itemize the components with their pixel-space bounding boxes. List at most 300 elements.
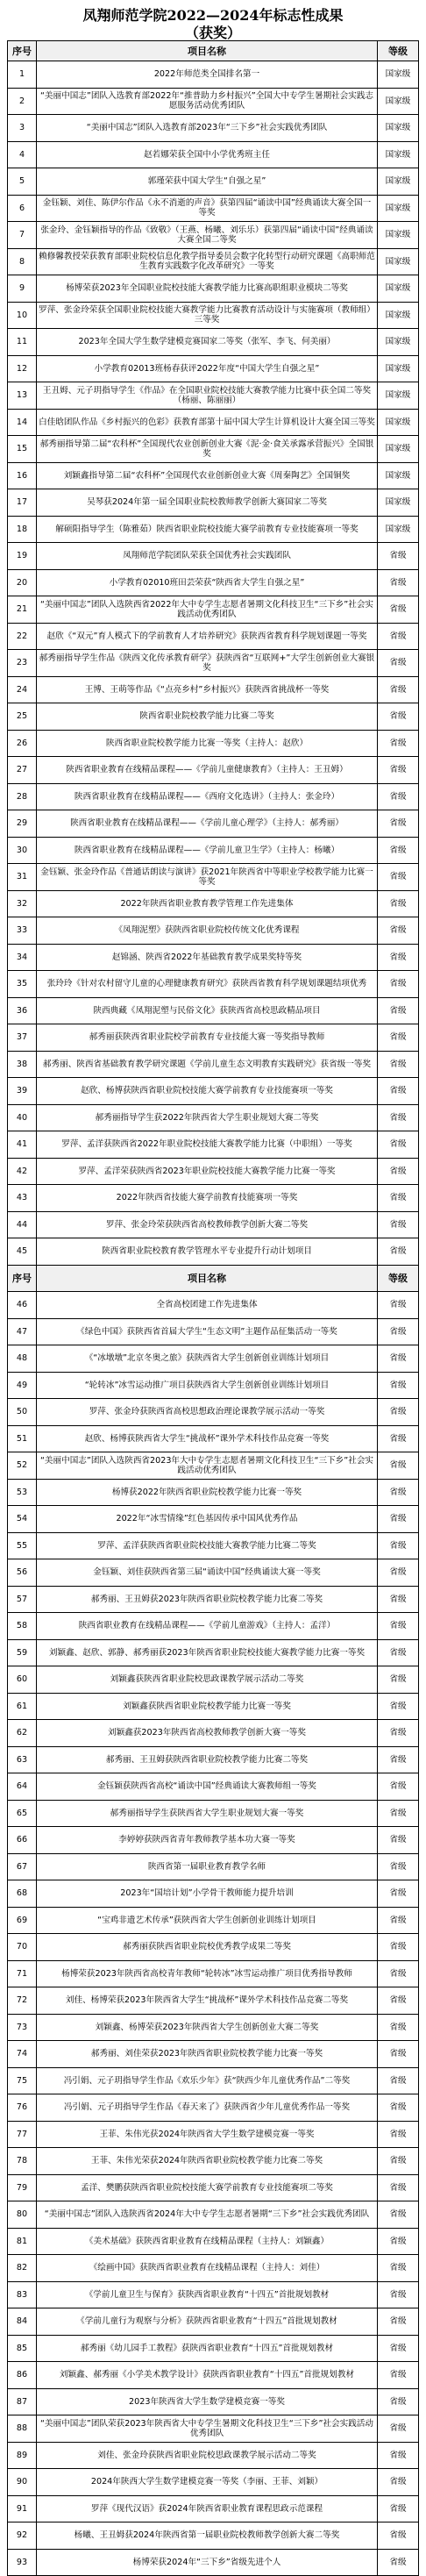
cell-project-name: 解硕阳指导学生（陈雅茹）陕西省职业院校技能大赛学前教育专业技能赛项一等奖 — [37, 516, 378, 543]
table-row — [8, 2362, 419, 2389]
table-row — [8, 2201, 419, 2229]
cell-project-name: 刘颖鑫、赵欣、郭静、郝秀丽获2023年陕西省职业院校技能大赛教学能力比赛一等奖 — [37, 1639, 378, 1666]
cell-index: 38 — [8, 1051, 37, 1078]
table-row — [8, 1907, 419, 1934]
table-header-row — [8, 41, 419, 61]
cell-project-name: 陕西省职业教育在线精品课程——《学前儿童心理学》（主持人：郝秀丽） — [37, 810, 378, 838]
cell-index: 88 — [8, 2415, 37, 2443]
cell-level: 省级 — [378, 703, 419, 731]
cell-level: 省级 — [378, 1131, 419, 1159]
table-row — [8, 1880, 419, 1908]
cell-level: 省级 — [378, 1987, 419, 2015]
cell-index: 61 — [8, 1693, 37, 1720]
cell-index: 44 — [8, 1211, 37, 1238]
cell-level: 省级 — [378, 650, 419, 677]
cell-index: 15 — [8, 436, 37, 463]
cell-project-name: 罗萍《现代汉语》获2024年陕西省职业教育课程思政示范课程 — [37, 2495, 378, 2522]
table-row — [8, 1506, 419, 1533]
cell-level: 国家级 — [378, 302, 419, 329]
cell-project-name: 陕西省第一届职业教育教学名师 — [37, 1853, 378, 1880]
cell-level: 省级 — [378, 1292, 419, 1319]
cell-level: 国家级 — [378, 115, 419, 142]
cell-project-name: 郝秀丽、王丑姆获陕西省职业院校教学能力比赛二等奖 — [37, 1746, 378, 1773]
cell-project-name: 2022年陕西省职业教育教学管理工作先进集体 — [37, 890, 378, 917]
cell-index: 76 — [8, 2094, 37, 2122]
table-row — [8, 61, 419, 89]
cell-index: 29 — [8, 810, 37, 838]
cell-index: 56 — [8, 1559, 37, 1587]
title-line-1: 凤翔师范学院2022—2024年标志性成果 — [82, 7, 344, 24]
cell-level: 省级 — [378, 783, 419, 810]
cell-level: 国家级 — [378, 88, 419, 115]
cell-index: 65 — [8, 1800, 37, 1827]
cell-level: 省级 — [378, 1532, 419, 1559]
cell-index: 6 — [8, 195, 37, 222]
cell-project-name: 吴琴获2024年第一届全国职业院校教师教学创新大赛国家二等奖 — [37, 489, 378, 517]
cell-level: 省级 — [378, 2067, 419, 2094]
table-row — [8, 917, 419, 945]
header-level: 等级 — [378, 1265, 419, 1292]
cell-level: 省级 — [378, 1880, 419, 1908]
table-row — [8, 837, 419, 864]
cell-level: 省级 — [378, 1024, 419, 1052]
cell-index: 36 — [8, 997, 37, 1024]
cell-level: 国家级 — [378, 355, 419, 382]
cell-project-name: 陕西省职业院校教育教学管理水平专业提升行动计划项目 — [37, 1238, 378, 1266]
cell-level: 国家级 — [378, 168, 419, 196]
table-row — [8, 543, 419, 570]
cell-level: 省级 — [378, 1693, 419, 1720]
table-row — [8, 757, 419, 784]
cell-project-name: 郝秀丽指导学生获2022年陕西省大学生职业规划大赛二等奖 — [37, 1104, 378, 1131]
cell-project-name: 罗萍、张金玲获陕西省高校思想政治理论课教学展示活动一等奖 — [37, 1399, 378, 1426]
header-level: 等级 — [378, 41, 419, 61]
cell-level: 省级 — [378, 2308, 419, 2336]
cell-project-name: 《学前儿童卫生与保育》获陕西省职业教育“十四五”首批规划教材 — [37, 2281, 378, 2308]
cell-index: 41 — [8, 1131, 37, 1159]
cell-project-name: 小学教育02013班杨春获评2022年度“中国大学生自强之星” — [37, 355, 378, 382]
cell-project-name: 李婷婷获陕西省青年教师教学基本功大赛一等奖 — [37, 1827, 378, 1854]
cell-index: 49 — [8, 1372, 37, 1399]
cell-level: 省级 — [378, 2121, 419, 2148]
cell-project-name: 王菲、朱伟光荣获2024年陕西省职业院校教学能力比赛二等奖 — [37, 2148, 378, 2175]
cell-project-name: 《凤翔泥塑》获陕西省职业院校传统文化优秀课程 — [37, 917, 378, 945]
table-header-row-repeat — [8, 1265, 419, 1292]
cell-index: 32 — [8, 890, 37, 917]
achievements-table — [7, 40, 419, 2576]
cell-project-name: 2022年陕西省技能大赛学前教育技能赛项一等奖 — [37, 1185, 378, 1212]
cell-level: 省级 — [378, 1051, 419, 1078]
cell-project-name: 刘颖鑫获陕西省职业院校教学能力比赛一等奖 — [37, 1693, 378, 1720]
document-page — [7, 0, 419, 2576]
cell-index: 12 — [8, 355, 37, 382]
cell-project-name: 2024年陕西大学生数学建模竞赛一等奖（李丽、王菲、刘颖） — [37, 2469, 378, 2496]
cell-index: 93 — [8, 2549, 37, 2576]
cell-index: 68 — [8, 1880, 37, 1908]
table-row — [8, 2148, 419, 2175]
cell-index: 16 — [8, 462, 37, 489]
cell-project-name: 《绿色中国》获陕西省首届大学生“生态文明”主题作品征集活动一等奖 — [37, 1318, 378, 1345]
cell-level: 国家级 — [378, 516, 419, 543]
cell-level: 省级 — [378, 1506, 419, 1533]
cell-project-name: 刘佳、张金玲获陕西省职业院校思政课教学展示活动二等奖 — [37, 2442, 378, 2469]
cell-project-name: 郝秀丽《幼儿园手工教程》获陕西省职业教育“十四五”首批规划教材 — [37, 2335, 378, 2362]
cell-level: 省级 — [378, 2522, 419, 2550]
cell-level: 省级 — [378, 890, 419, 917]
cell-level: 省级 — [378, 543, 419, 570]
cell-index: 27 — [8, 757, 37, 784]
cell-project-name: 王博、王萌等作品《“点亮乡村”乡村振兴》获陕西省挑战杯一等奖 — [37, 676, 378, 703]
table-row — [8, 810, 419, 838]
cell-project-name: “美丽中国志”团队荣获2023年陕西省大中专学生暑期文化科技卫生“三下乡”社会实践活动优秀团队 — [37, 2415, 378, 2443]
cell-project-name: 2022年师范类全国排名第一 — [37, 61, 378, 89]
table-row — [8, 1479, 419, 1506]
cell-project-name: 陕西省职业教育在线精品课程——《学前儿童卫生学》（主持人：杨曦） — [37, 837, 378, 864]
cell-level: 省级 — [378, 2255, 419, 2282]
cell-level: 省级 — [378, 1078, 419, 1105]
cell-index: 84 — [8, 2308, 37, 2336]
table-row — [8, 569, 419, 596]
cell-level: 省级 — [378, 1720, 419, 1747]
table-row — [8, 141, 419, 168]
cell-level: 省级 — [378, 810, 419, 838]
cell-project-name: 2023年全国大学生数学建模竞赛国家二等奖（张军、李飞、何美丽） — [37, 329, 378, 356]
cell-index: 28 — [8, 783, 37, 810]
cell-index: 66 — [8, 1827, 37, 1854]
cell-index: 37 — [8, 1024, 37, 1052]
cell-level: 省级 — [378, 1853, 419, 1880]
cell-index: 8 — [8, 248, 37, 275]
table-row — [8, 676, 419, 703]
cell-index: 62 — [8, 1720, 37, 1747]
cell-level: 省级 — [378, 1318, 419, 1345]
cell-index: 67 — [8, 1853, 37, 1880]
table-row — [8, 2067, 419, 2094]
cell-project-name: 杨曦、王丑姆获2024年陕西省第一届职业院校教师教学创新大赛二等奖 — [37, 2522, 378, 2550]
cell-index: 78 — [8, 2148, 37, 2175]
table-row — [8, 1051, 419, 1078]
table-row — [8, 302, 419, 329]
cell-index: 43 — [8, 1185, 37, 1212]
table-row — [8, 2228, 419, 2255]
table-row — [8, 222, 419, 249]
table-row — [8, 462, 419, 489]
cell-project-name: 陕西省职业教育在线精品课程——《学前儿童健康教育》（主持人：王丑姆） — [37, 757, 378, 784]
cell-level: 省级 — [378, 623, 419, 650]
table-row — [8, 1934, 419, 1961]
cell-level: 省级 — [378, 569, 419, 596]
table-row — [8, 355, 419, 382]
cell-project-name: 金钰颖获陕西省高校“诵读中国”经典诵读大赛教师组一等奖 — [37, 1773, 378, 1801]
cell-project-name: 赵欣、杨博获陕西省大学生“挑战杯”课外学术科技作品竞赛一等奖 — [37, 1425, 378, 1452]
cell-project-name: 罗萍、孟洋获陕西省职业院校技能大赛教学能力比赛二等奖 — [37, 1532, 378, 1559]
cell-level: 国家级 — [378, 141, 419, 168]
cell-index: 35 — [8, 971, 37, 998]
cell-index: 77 — [8, 2121, 37, 2148]
cell-index: 23 — [8, 650, 37, 677]
cell-project-name: 杨博荣获2023年全国职业院校技能大赛教学能力比赛高职组职业模块二等奖 — [37, 275, 378, 303]
cell-level: 省级 — [378, 1452, 419, 1480]
cell-index: 83 — [8, 2281, 37, 2308]
cell-index: 2 — [8, 88, 37, 115]
cell-project-name: 陕西省职业院校教学能力比赛一等奖（主持人：赵欣） — [37, 730, 378, 757]
cell-level: 省级 — [378, 1666, 419, 1694]
header-index: 序号 — [8, 1265, 37, 1292]
cell-index: 45 — [8, 1238, 37, 1266]
table-row — [8, 409, 419, 436]
cell-index: 25 — [8, 703, 37, 731]
cell-level: 省级 — [378, 997, 419, 1024]
cell-level: 国家级 — [378, 248, 419, 275]
cell-level: 省级 — [378, 1746, 419, 1773]
cell-level: 省级 — [378, 971, 419, 998]
table-row — [8, 1292, 419, 1319]
cell-project-name: 罗萍、孟洋荣获陕西省2023年职业院校技能大赛教学能力比赛一等奖 — [37, 1158, 378, 1185]
table-body — [8, 61, 419, 2576]
cell-project-name: 《绘画中国》获陕西省职业教育在线精品课程（主持人：刘佳） — [37, 2255, 378, 2282]
cell-index: 47 — [8, 1318, 37, 1345]
cell-project-name: 张金玲、金钰颖指导的作品《致敬》（王燕、杨曦、刘乐乐）获第四届“诵读中国”经典诵读大赛全国二等奖 — [37, 222, 378, 249]
cell-project-name: 郝秀丽指导学生作品《陕西文化传承教育研学》获陕西省“互联网+”大学生创新创业大赛银奖 — [37, 650, 378, 677]
table-row — [8, 275, 419, 303]
header-project-name: 项目名称 — [37, 41, 378, 61]
cell-level: 国家级 — [378, 462, 419, 489]
cell-index: 80 — [8, 2201, 37, 2229]
cell-level: 省级 — [378, 1586, 419, 1613]
table-row — [8, 2522, 419, 2550]
cell-project-name: “美丽中国志”团队入选陕西省2023年大中专学生志愿者暑期文化科技卫生“三下乡”社会实践活动优秀团队 — [37, 1452, 378, 1480]
cell-level: 省级 — [378, 2174, 419, 2201]
cell-project-name: 陕西省职业教育在线精品课程——《学前儿童游戏》（主持人：孟洋） — [37, 1613, 378, 1640]
cell-level: 省级 — [378, 1907, 419, 1934]
cell-project-name: 《美术基础》获陕西省职业教育在线精品课程（主持人：刘颖鑫） — [37, 2228, 378, 2255]
cell-index: 1 — [8, 61, 37, 89]
table-row — [8, 2495, 419, 2522]
cell-index: 54 — [8, 1506, 37, 1533]
cell-project-name: 赵锦涵、陕西省2022年基础教育教学成果奖特等奖 — [37, 944, 378, 971]
cell-level: 省级 — [378, 1425, 419, 1452]
cell-project-name: 杨博获2022年陕西省职业院校教学能力比赛一等奖 — [37, 1479, 378, 1506]
cell-index: 91 — [8, 2495, 37, 2522]
table-row — [8, 1318, 419, 1345]
cell-level: 省级 — [378, 1559, 419, 1587]
cell-index: 57 — [8, 1586, 37, 1613]
table-row — [8, 195, 419, 222]
table-row — [8, 1452, 419, 1480]
cell-index: 13 — [8, 382, 37, 410]
cell-level: 省级 — [378, 1827, 419, 1854]
cell-project-name: 金钰颖、刘佳获陕西省第三届“诵读中国”经典诵读大赛一等奖 — [37, 1559, 378, 1587]
cell-project-name: 2022年“冰雪情缘”红色基因传承中国风优秀作品 — [37, 1506, 378, 1533]
cell-index: 5 — [8, 168, 37, 196]
cell-index: 11 — [8, 329, 37, 356]
table-row — [8, 1693, 419, 1720]
cell-level: 国家级 — [378, 222, 419, 249]
cell-index: 18 — [8, 516, 37, 543]
cell-level: 国家级 — [378, 489, 419, 517]
cell-level: 省级 — [378, 1800, 419, 1827]
cell-project-name: 罗萍、孟洋获陕西省2022年职业院校技能大赛教学能力比赛（中职组）一等奖 — [37, 1131, 378, 1159]
cell-project-name: 刘颖鑫、郝秀丽《小学美术教学设计》获陕西省职业教育“十四五”首批规划教材 — [37, 2362, 378, 2389]
cell-index: 48 — [8, 1345, 37, 1373]
cell-project-name: 《“冰墩墩”北京冬奥之旅》获陕西省大学生创新创业训练计划项目 — [37, 1345, 378, 1373]
cell-project-name: 2023年“国培计划”小学骨干教师能力提升培训 — [37, 1880, 378, 1908]
cell-index: 7 — [8, 222, 37, 249]
table-row — [8, 329, 419, 356]
cell-project-name: “美丽中国志”团队入选陕西省2022年大中专学生志愿者暑期文化科技卫生“三下乡”社会实践活动优秀团队 — [37, 596, 378, 624]
table-row — [8, 1639, 419, 1666]
table-row — [8, 2549, 419, 2576]
cell-level: 省级 — [378, 1399, 419, 1426]
table-row — [8, 2335, 419, 2362]
cell-index: 22 — [8, 623, 37, 650]
cell-index: 92 — [8, 2522, 37, 2550]
table-row — [8, 2014, 419, 2041]
cell-project-name: 罗萍、张金玲荣获陕西省高校教师教学创新大赛二等奖 — [37, 1211, 378, 1238]
cell-index: 90 — [8, 2469, 37, 2496]
cell-project-name: 杨博荣获2023年陕西省高校青年教师“轮转冰”冰雪运动推广项目优秀指导教师 — [37, 1960, 378, 1987]
cell-level: 省级 — [378, 1773, 419, 1801]
cell-level: 省级 — [378, 837, 419, 864]
table-row — [8, 2388, 419, 2415]
cell-project-name: 杨博荣获2024年“三下乡”省级先进个人 — [37, 2549, 378, 2576]
cell-level: 省级 — [378, 2148, 419, 2175]
cell-index: 33 — [8, 917, 37, 945]
cell-project-name: “轮转冰”冰雪运动推广项目获陕西省大学生创新创业训练计划项目 — [37, 1372, 378, 1399]
cell-level: 省级 — [378, 1639, 419, 1666]
cell-project-name: 郝秀丽获陕西省职业院校优秀教学成果二等奖 — [37, 1934, 378, 1961]
cell-project-name: 郝秀丽指导学生获陕西省大学生职业规划大赛一等奖 — [37, 1800, 378, 1827]
cell-project-name: 全省高校团建工作先进集体 — [37, 1292, 378, 1319]
cell-index: 52 — [8, 1452, 37, 1480]
cell-index: 89 — [8, 2442, 37, 2469]
cell-level: 省级 — [378, 2094, 419, 2122]
cell-level: 省级 — [378, 2469, 419, 2496]
cell-project-name: 凤翔师范学院团队荣获全国优秀社会实践团队 — [37, 543, 378, 570]
cell-level: 省级 — [378, 1479, 419, 1506]
table-row — [8, 168, 419, 196]
cell-level: 省级 — [378, 730, 419, 757]
table-row — [8, 1078, 419, 1105]
cell-index: 73 — [8, 2014, 37, 2041]
cell-level: 省级 — [378, 1185, 419, 1212]
cell-index: 14 — [8, 409, 37, 436]
cell-project-name: 刘颖鑫指导第二届“农科杯”全国现代农业创新创业大赛《周秦陶艺》全国铜奖 — [37, 462, 378, 489]
cell-index: 20 — [8, 569, 37, 596]
table-row — [8, 1559, 419, 1587]
table-row — [8, 730, 419, 757]
cell-index: 26 — [8, 730, 37, 757]
cell-project-name: 郝秀丽、王丑姆获2023年陕西省职业院校教学能力比赛二等奖 — [37, 1586, 378, 1613]
cell-project-name: 陕西典藏《凤翔泥塑与民俗文化》获陕西省高校思政精品项目 — [37, 997, 378, 1024]
cell-project-name: 刘佳、杨博荣获2023年陕西省大学生“挑战杯”课外学术科技作品竞赛二等奖 — [37, 1987, 378, 2015]
table-row — [8, 1399, 419, 1426]
cell-level: 省级 — [378, 1211, 419, 1238]
table-row — [8, 248, 419, 275]
cell-level: 省级 — [378, 2388, 419, 2415]
cell-project-name: 郝秀丽获陕西省职业院校学前教育专业技能大赛一等奖指导教师 — [37, 1024, 378, 1052]
cell-project-name: 郭瑾荣获中国大学生“自强之星” — [37, 168, 378, 196]
table-row — [8, 1987, 419, 2015]
cell-index: 87 — [8, 2388, 37, 2415]
cell-project-name: 金钰颖、刘佳、陈伊尔作品《永不消逝的声音》获第四届“诵读中国”经典诵读大赛全国一等奖 — [37, 195, 378, 222]
cell-index: 21 — [8, 596, 37, 624]
table-row — [8, 2174, 419, 2201]
cell-level: 省级 — [378, 757, 419, 784]
table-row — [8, 382, 419, 410]
cell-project-name: “美丽中国志”团队入选陕西省2024年大中专学生志愿者暑期“三下乡”社会实践优秀团队 — [37, 2201, 378, 2229]
cell-index: 30 — [8, 837, 37, 864]
cell-project-name: 赵欣《“双元”育人模式下的学前教育人才培养研究》获陕西省教育科学规划课题一等奖 — [37, 623, 378, 650]
cell-index: 46 — [8, 1292, 37, 1319]
cell-level: 国家级 — [378, 382, 419, 410]
cell-project-name: “美丽中国志”团队入选教育部2023年“三下乡”社会实践优秀团队 — [37, 115, 378, 142]
table-row — [8, 2041, 419, 2068]
cell-level: 省级 — [378, 944, 419, 971]
cell-index: 34 — [8, 944, 37, 971]
table-row — [8, 2308, 419, 2336]
cell-project-name: 白佳晗团队作品《乡村振兴的色彩》获教育部第十届中国大学生计算机设计大赛全国三等奖 — [37, 409, 378, 436]
cell-index: 85 — [8, 2335, 37, 2362]
cell-project-name: 郝秀丽指导第二届“农科杯”全国现代农业创新创业大赛《泥·金·食关承露承营振兴》全国银奖 — [37, 436, 378, 463]
table-row — [8, 1024, 419, 1052]
cell-index: 17 — [8, 489, 37, 517]
cell-index: 31 — [8, 864, 37, 891]
cell-project-name: “美丽中国志”团队入选教育部2022年“推普助力乡村振兴”全国大中专学生暑期社会实践志愿服务活动优秀团队 — [37, 88, 378, 115]
cell-level: 省级 — [378, 1104, 419, 1131]
table-row — [8, 1425, 419, 1452]
table-row — [8, 1773, 419, 1801]
cell-level: 省级 — [378, 1238, 419, 1266]
cell-project-name: 冯引娟、元子玥指导学生作品《春天来了》获陕西省少年儿童优秀作品一等奖 — [37, 2094, 378, 2122]
cell-index: 72 — [8, 1987, 37, 2015]
cell-index: 24 — [8, 676, 37, 703]
table-row — [8, 1185, 419, 1212]
table-row — [8, 1158, 419, 1185]
cell-level: 省级 — [378, 2335, 419, 2362]
cell-level: 省级 — [378, 1372, 419, 1399]
table-row — [8, 2442, 419, 2469]
table-row — [8, 2094, 419, 2122]
header-index: 序号 — [8, 41, 37, 61]
cell-level: 省级 — [378, 2442, 419, 2469]
cell-index: 71 — [8, 1960, 37, 1987]
table-row — [8, 489, 419, 517]
cell-index: 69 — [8, 1907, 37, 1934]
table-row — [8, 890, 419, 917]
cell-level: 省级 — [378, 1960, 419, 1987]
table-row — [8, 703, 419, 731]
cell-index: 42 — [8, 1158, 37, 1185]
cell-project-name: 陕西省职业院校教学能力比赛二等奖 — [37, 703, 378, 731]
cell-project-name: 孟洋、樊鹏获陕西省职业院校技能大赛学前教育专业技能赛项二等奖 — [37, 2174, 378, 2201]
table-row — [8, 650, 419, 677]
cell-project-name: 王丑姆、元子玥指导学生《作品》在全国职业院校技能大赛教学能力比赛中获全国二等奖（杨丽、陈丽丽） — [37, 382, 378, 410]
header-project-name: 项目名称 — [37, 1265, 378, 1292]
table-row — [8, 2469, 419, 2496]
table-row — [8, 1613, 419, 1640]
cell-index: 4 — [8, 141, 37, 168]
cell-project-name: 王菲、朱伟光获2024年陕西省大学生数学建模竞赛一等奖 — [37, 2121, 378, 2148]
cell-level: 省级 — [378, 2549, 419, 2576]
cell-level: 省级 — [378, 1613, 419, 1640]
cell-level: 省级 — [378, 2201, 419, 2229]
cell-level: 国家级 — [378, 61, 419, 89]
table-row — [8, 88, 419, 115]
table-row — [8, 623, 419, 650]
cell-index: 75 — [8, 2067, 37, 2094]
cell-level: 省级 — [378, 1934, 419, 1961]
